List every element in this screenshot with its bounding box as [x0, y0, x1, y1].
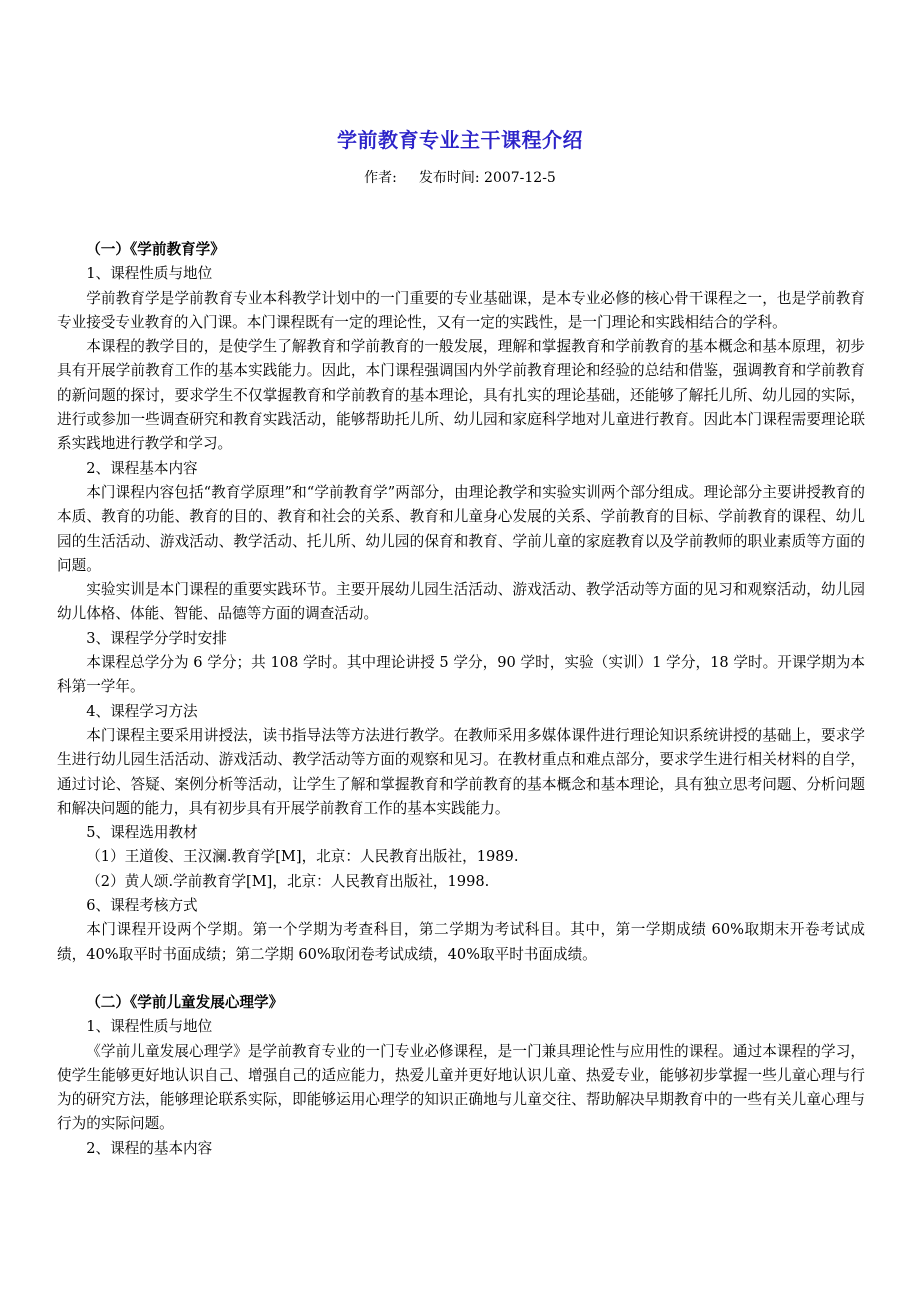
subheading: 6、课程考核方式	[86, 897, 198, 915]
publish-date: 2007-12-5	[484, 170, 556, 186]
page-title: 学前教育专业主干课程介绍	[337, 128, 583, 152]
paragraph: 本课程总学分为 6 学分；共 108 学时。其中理论讲授 5 学分，90 学时，实验（实训）1 学分，18 学时。开课学期为本科第一学年。	[57, 654, 865, 696]
section-heading: （二）《学前儿童发展心理学》	[86, 993, 284, 1011]
subheading: 4、课程学习方法	[86, 702, 198, 720]
paragraph: 实验实训是本门课程的重要实践环节。主要开展幼儿园生活活动、游戏活动、教学活动等方面的见习和观察活动，幼儿园幼儿体格、体能、智能、品德等方面的调查活动。	[57, 581, 865, 623]
article-body	[57, 238, 865, 1161]
paragraph: 《学前儿童发展心理学》是学前教育专业的一门专业必修课程，是一门兼具理论性与应用性的课程。通过本课程的学习，使学生能够更好地认识自己、增强自己的适应能力，热爱儿童并更好地认识儿童、热爱专业，能够初步掌握一些儿童心理与行为的研究方法，能够理论联系实际，即能够运用心理学的知识正确地与儿童交往、帮助解决早期教育中的一些有关儿童心理与行为的实际问题。	[57, 1042, 865, 1133]
section-spacer	[57, 967, 865, 991]
subheading: 3、课程学分学时安排	[86, 629, 227, 647]
paragraph: 本门课程内容包括“教育学原理”和“学前教育学”两部分，由理论教学和实验实训两个部分组成。理论部分主要讲授教育的本质、教育的功能、教育的目的、教育和社会的关系、教育和儿童身心发展的关系、学前教育的目标、学前教育的课程、幼儿园的生活活动、游戏活动、教学活动、托儿所、幼儿园的保育和教育、学前儿童的家庭教育以及学前教师的职业素质等方面的问题。	[57, 483, 865, 574]
paragraph: 本门课程开设两个学期。第一个学期为考查科目，第二学期为考试科目。其中，第一学期成绩 60%取期末开卷考试成绩，40%取平时书面成绩；第二学期 60%取闭卷考试成绩，40%取平时书面成绩。	[57, 921, 865, 963]
reference-item: （2）黄人颂.学前教育学[M]，北京：人民教育出版社，1998.	[86, 872, 490, 890]
subheading: 2、课程基本内容	[86, 459, 198, 477]
subheading: 2、课程的基本内容	[86, 1139, 213, 1157]
reference-item: （1）王道俊、王汉澜.教育学[M]，北京：人民教育出版社，1989.	[86, 848, 519, 866]
paragraph: 本门课程主要采用讲授法，读书指导法等方法进行教学。在教师采用多媒体课件进行理论知识系统讲授的基础上，要求学生进行幼儿园生活活动、游戏活动、教学活动等方面的观察和见习。在教材重点和难点部分，要求学生进行相关材料的自学，通过讨论、答疑、案例分析等活动，让学生了解和掌握教育和学前教育的基本概念和基本理论，具有独立思考问题、分析问题和解决问题的能力，具有初步具有开展学前教育工作的基本实践能力。	[57, 726, 865, 817]
paragraph: 本课程的教学目的，是使学生了解教育和学前教育的一般发展，理解和掌握教育和学前教育的基本概念和基本原理，初步具有开展学前教育工作的基本实践能力。因此，本门课程强调国内外学前教育理论和经验的总结和借鉴，强调教育和学前教育的新问题的探讨，要求学生不仅掌握教育和学前教育的基本理论，具有扎实的理论基础，还能够了解托儿所、幼儿园的实际，进行或参加一些调查研究和教育实践活动，能够帮助托儿所、幼儿园和家庭科学地对儿童进行教育。因此本门课程需要理论联系实践地进行教学和学习。	[57, 338, 865, 453]
paragraph: 学前教育学是学前教育专业本科教学计划中的一门重要的专业基础课，是本专业必修的核心骨干课程之一，也是学前教育专业接受专业教育的入门课。本门课程既有一定的理论性，又有一定的实践性，是一门理论和实践相结合的学科。	[57, 289, 865, 331]
subheading: 5、课程选用教材	[86, 824, 198, 842]
author-label: 作者:	[364, 170, 397, 186]
subheading: 1、课程性质与地位	[86, 1018, 213, 1036]
date-label: 发布时间:	[418, 170, 480, 186]
article-meta	[0, 167, 920, 187]
section-heading: （一）《学前教育学》	[86, 241, 225, 258]
subheading: 1、课程性质与地位	[86, 265, 213, 283]
